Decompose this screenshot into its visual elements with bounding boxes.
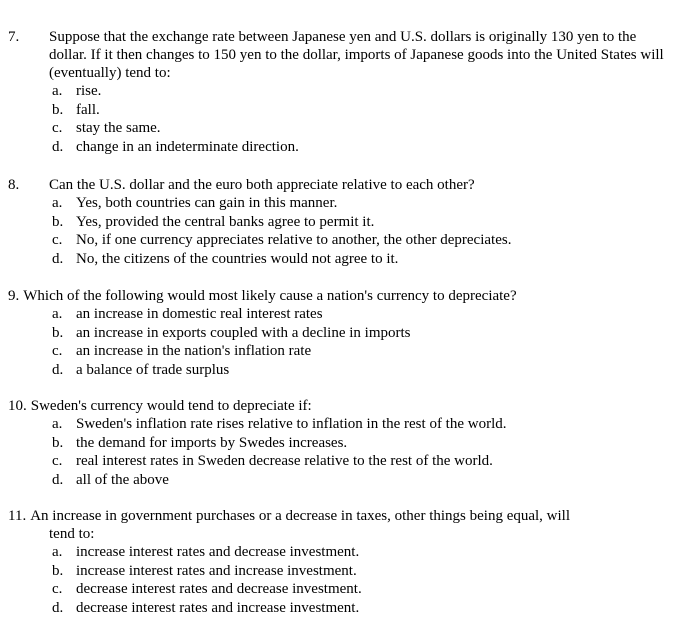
option-text: change in an indeterminate direction. [76,138,299,155]
question-text: Suppose that the exchange rate between Japanese yen and U.S. dollars is originally 130 yen to the dollar. If it then changes to 150 yen to the dollar, imports of Japanese goods into the United States will (eventually) tend to: [49,29,664,81]
answer-options [52,194,668,268]
option-text: all of the above [76,471,169,488]
option-a [52,305,668,324]
option-a [52,543,668,562]
option-d [52,361,668,380]
question-text: Which of the following would most likely cause a nation's currency to depreciate? [23,288,517,304]
option-letter: c. [52,453,63,469]
option-text: increase interest rates and decrease investment. [76,544,360,560]
option-text: an increase in exports coupled with a decline in imports [76,324,411,341]
option-d [52,599,668,618]
question-stem [8,507,668,543]
option-text: stay the same. [76,120,161,136]
question-8 [8,176,668,268]
option-c [52,119,668,138]
option-letter: b. [52,562,64,579]
question-7 [8,28,668,156]
question-number: 7. [8,29,20,45]
question-text: Sweden's currency would tend to depreciate if: [30,398,312,414]
question-text: An increase in government purchases or a decrease in taxes, other things being equal, will [30,508,571,524]
option-b [52,324,668,343]
question-10 [8,397,668,489]
option-b [52,101,668,120]
option-letter: c. [52,343,63,359]
option-letter: a. [52,83,63,99]
option-d [52,138,668,157]
option-b [52,213,668,232]
option-letter: d. [52,138,64,155]
option-c [52,231,668,250]
option-text: No, if one currency appreciates relative to another, the other depreciates. [76,232,512,248]
option-text: increase interest rates and increase investment. [76,562,357,579]
option-text: a balance of trade surplus [76,361,230,378]
option-text: Yes, provided the central banks agree to permit it. [76,213,375,230]
option-b [52,562,668,581]
option-text: decrease interest rates and increase investment. [76,599,360,616]
option-letter: a. [52,544,63,560]
question-stem [8,176,668,194]
question-number: 10. [8,398,27,414]
option-letter: d. [52,471,64,488]
option-letter: c. [52,120,63,136]
option-text: an increase in the nation's inflation rate [76,343,312,359]
question-11 [8,507,668,617]
option-text: an increase in domestic real interest rates [76,306,323,322]
question-stem [8,287,668,305]
option-text: Sweden's inflation rate rises relative to inflation in the rest of the world. [76,416,507,432]
option-d [52,250,668,269]
option-letter: b. [52,213,64,230]
question-stem [8,397,668,415]
option-c [52,580,668,599]
option-letter: a. [52,195,63,211]
question-number: 11. [8,508,27,524]
option-c [52,342,668,361]
question-stem [8,28,668,82]
answer-options [52,415,668,489]
option-text: fall. [76,101,100,118]
option-letter: d. [52,599,64,616]
question-text: Can the U.S. dollar and the euro both appreciate relative to each other? [49,177,475,193]
option-letter: d. [52,361,64,378]
option-letter: b. [52,324,64,341]
question-number: 9. [8,288,20,304]
option-a [52,194,668,213]
option-c [52,452,668,471]
question-number: 8. [8,177,20,193]
option-text: rise. [76,83,102,99]
option-letter: c. [52,581,63,597]
option-letter: a. [52,416,63,432]
option-text: the demand for imports by Swedes increases. [76,434,348,451]
option-text: decrease interest rates and decrease investment. [76,581,362,597]
option-text: Yes, both countries can gain in this manner. [76,195,338,211]
option-b [52,434,668,453]
option-letter: a. [52,306,63,322]
question-9 [8,287,668,379]
option-a [52,415,668,434]
option-text: No, the citizens of the countries would not agree to it. [76,250,399,267]
question-text-continued: tend to: [49,526,95,542]
option-d [52,471,668,490]
option-letter: b. [52,101,64,118]
option-text: real interest rates in Sweden decrease relative to the rest of the world. [76,453,493,469]
option-a [52,82,668,101]
answer-options [52,305,668,379]
option-letter: b. [52,434,64,451]
answer-options [52,543,668,617]
answer-options [52,82,668,156]
option-letter: d. [52,250,64,267]
option-letter: c. [52,232,63,248]
